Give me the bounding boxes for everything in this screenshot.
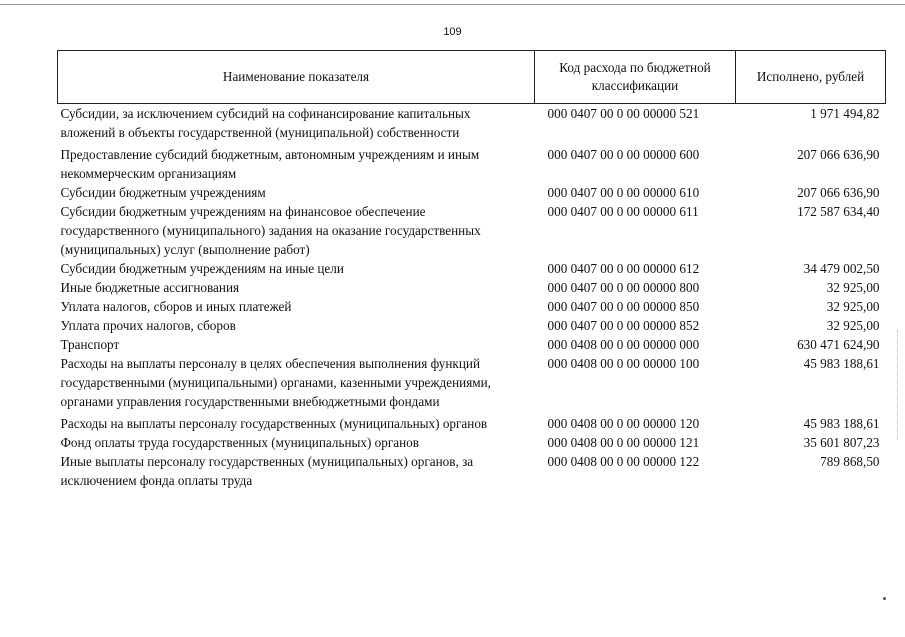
row-code: 000 0407 00 0 00 00000 800 — [547, 280, 700, 295]
table-row — [58, 259, 886, 278]
table-row — [58, 335, 886, 354]
table-row — [58, 183, 886, 202]
top-rule — [0, 4, 905, 5]
row-name: Предоставление субсидий бюджетным, автономным учреждениям и иным некоммерческим организациям — [60, 147, 480, 181]
row-code: 000 0407 00 0 00 00000 521 — [547, 106, 700, 121]
row-amount: 32 925,00 — [826, 318, 880, 333]
row-amount: 34 479 002,50 — [803, 261, 880, 276]
row-name: Субсидии, за исключением субсидий на софинансирование капитальных вложений в объекты государственной (муниципальной) собственности — [60, 106, 471, 140]
table-header-row — [58, 51, 886, 104]
row-name: Фонд оплаты труда государственных (муниципальных) органов — [60, 435, 420, 450]
table-row — [58, 354, 886, 411]
row-amount: 1 971 494,82 — [810, 106, 880, 121]
row-code: 000 0408 00 0 00 00000 120 — [547, 416, 700, 431]
row-name: Транспорт — [60, 337, 120, 352]
row-code: 000 0407 00 0 00 00000 612 — [547, 261, 700, 276]
row-amount: 35 601 807,23 — [803, 435, 880, 450]
budget-execution-table — [57, 50, 886, 490]
row-name: Субсидии бюджетным учреждениям — [60, 185, 266, 200]
row-code: 000 0408 00 0 00 00000 121 — [547, 435, 700, 450]
row-code: 000 0408 00 0 00 00000 000 — [547, 337, 700, 352]
table-row — [58, 452, 886, 490]
table-row — [58, 104, 886, 143]
row-code: 000 0407 00 0 00 00000 600 — [547, 147, 700, 162]
row-name: Уплата налогов, сборов и иных платежей — [60, 299, 292, 314]
row-amount: 172 587 634,40 — [797, 204, 880, 219]
row-code: 000 0408 00 0 00 00000 100 — [547, 356, 700, 371]
row-name: Субсидии бюджетным учреждениям на иные цели — [60, 261, 344, 276]
scan-edge-marks — [897, 330, 899, 440]
row-name: Расходы на выплаты персоналу государственных (муниципальных) органов — [60, 416, 488, 431]
row-code: 000 0407 00 0 00 00000 611 — [547, 204, 699, 219]
row-amount: 207 066 636,90 — [797, 185, 880, 200]
header-amount: Исполнено, рублей — [736, 51, 886, 104]
table-row — [58, 411, 886, 433]
row-amount: 32 925,00 — [826, 280, 880, 295]
header-name: Наименование показателя — [58, 51, 535, 104]
row-amount: 207 066 636,90 — [797, 147, 880, 162]
header-code: Код расхода по бюджетной классификации — [535, 51, 736, 104]
row-code: 000 0407 00 0 00 00000 852 — [547, 318, 700, 333]
row-amount: 32 925,00 — [826, 299, 880, 314]
row-code: 000 0407 00 0 00 00000 850 — [547, 299, 700, 314]
row-name: Расходы на выплаты персоналу в целях обеспечения выполнения функций государственными (муниципальными) органами, казенными учреждениями, органами управления государственными внебюджетными фондами — [60, 356, 491, 409]
row-name: Уплата прочих налогов, сборов — [60, 318, 236, 333]
row-amount: 45 983 188,61 — [803, 356, 880, 371]
row-name: Субсидии бюджетным учреждениям на финансовое обеспечение государственного (муниципального) задания на оказание государственных (муниципальных) услуг (выполнение работ) — [60, 204, 481, 257]
table-row — [58, 278, 886, 297]
table-row — [58, 433, 886, 452]
table-row — [58, 316, 886, 335]
row-amount: 789 868,50 — [820, 454, 880, 469]
table-row — [58, 297, 886, 316]
table-row — [58, 202, 886, 259]
row-amount: 630 471 624,90 — [797, 337, 880, 352]
row-amount: 45 983 188,61 — [803, 416, 880, 431]
table-row — [58, 142, 886, 183]
row-name: Иные бюджетные ассигнования — [60, 280, 240, 295]
row-code: 000 0407 00 0 00 00000 610 — [547, 185, 700, 200]
page-number: 109 — [443, 26, 462, 38]
scan-speck — [883, 597, 886, 600]
row-name: Иные выплаты персоналу государственных (муниципальных) органов, за исключением фонда оплаты труда — [60, 454, 474, 488]
row-code: 000 0408 00 0 00 00000 122 — [547, 454, 700, 469]
